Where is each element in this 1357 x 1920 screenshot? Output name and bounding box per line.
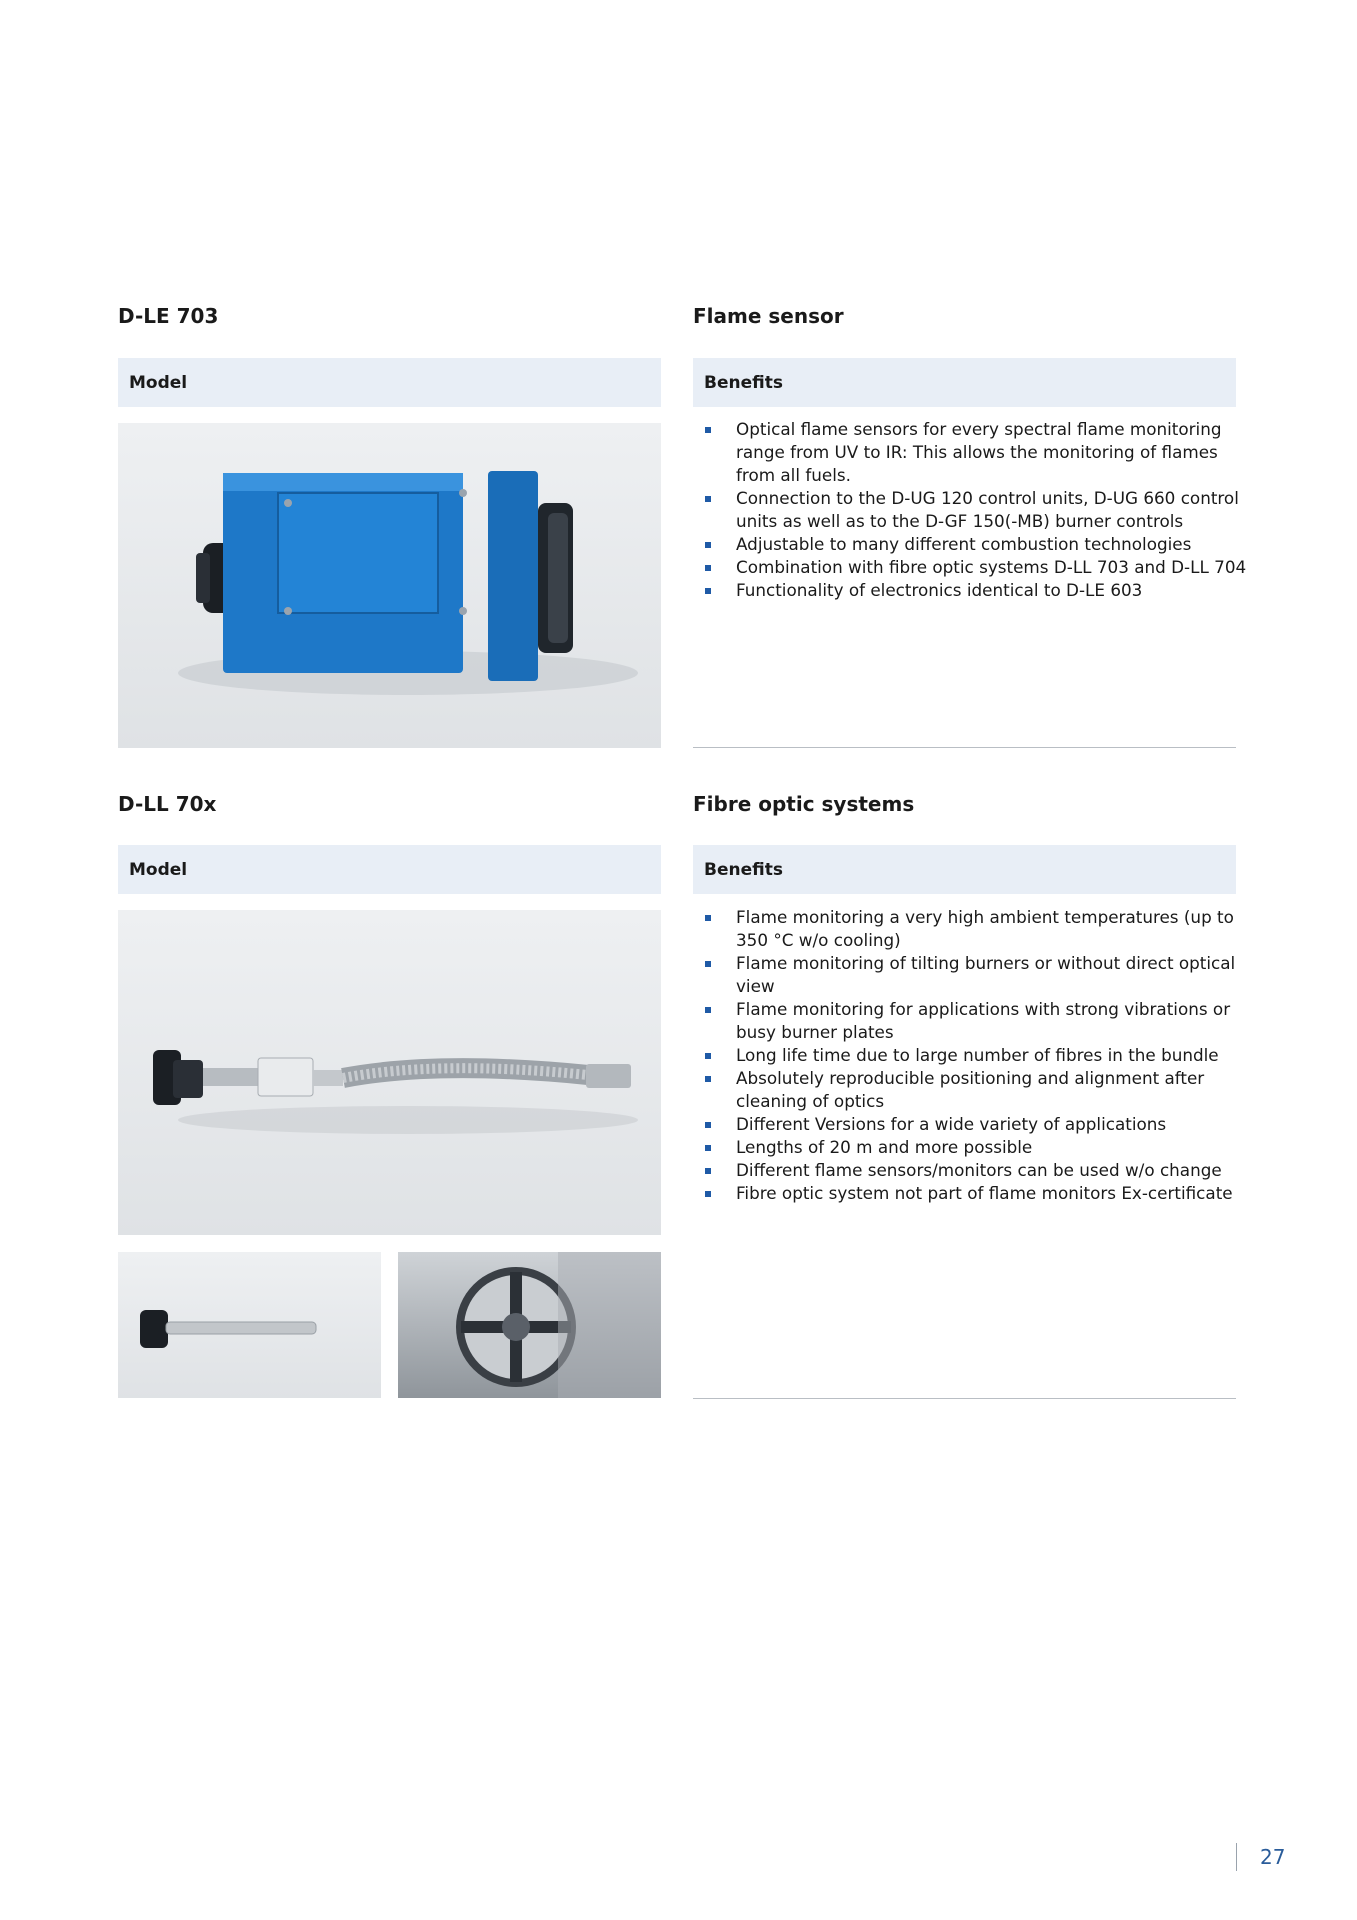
fibre-optic-rod-photo (118, 1252, 381, 1398)
model-label-bar (118, 358, 661, 407)
list-item: Different flame sensors/monitors can be used w/o change (693, 1159, 1248, 1182)
flame-sensor-photo (118, 423, 661, 748)
fibre-optic-tip-photo (398, 1252, 661, 1398)
list-item: Flame monitoring for applications with strong vibrations or busy burner plates (693, 998, 1248, 1044)
flame-sensor-illustration (118, 423, 661, 748)
model-label: Model (129, 859, 188, 880)
list-item: Fibre optic system not part of flame monitors Ex-certificate (693, 1182, 1248, 1205)
benefits-label: Benefits (704, 859, 783, 880)
model-label: Model (129, 372, 188, 393)
fibre-optic-illustration (118, 910, 661, 1235)
model-label-bar (118, 845, 661, 894)
page-number-separator (1236, 1843, 1237, 1871)
list-item: Adjustable to many different combustion technologies (693, 533, 1248, 556)
list-item: Flame monitoring a very high ambient temperatures (up to 350 °C w/o cooling) (693, 906, 1248, 952)
benefits-list (693, 418, 1248, 602)
benefits-label-bar (693, 845, 1236, 894)
fibre-optic-rod-illustration (118, 1252, 381, 1398)
model-title: D-LE 703 (118, 304, 219, 328)
list-item: Functionality of electronics identical to D-LE 603 (693, 579, 1248, 602)
section-divider (693, 747, 1236, 748)
fibre-optic-photo (118, 910, 661, 1235)
list-item: Optical flame sensors for every spectral flame monitoring range from UV to IR: This allows the monitoring of flames from all fuels. (693, 418, 1248, 487)
list-item: Different Versions for a wide variety of applications (693, 1113, 1248, 1136)
list-item: Long life time due to large number of fibres in the bundle (693, 1044, 1248, 1067)
list-item: Lengths of 20 m and more possible (693, 1136, 1248, 1159)
benefits-label: Benefits (704, 372, 783, 393)
list-item: Connection to the D-UG 120 control units, D-UG 660 control units as well as to the D-GF 150(-MB) burner controls (693, 487, 1248, 533)
benefits-label-bar (693, 358, 1236, 407)
model-title: D-LL 70x (118, 792, 217, 816)
list-item: Combination with fibre optic systems D-LL 703 and D-LL 704 (693, 556, 1248, 579)
list-item: Absolutely reproducible positioning and alignment after cleaning of optics (693, 1067, 1248, 1113)
benefits-list (693, 906, 1248, 1205)
product-type-title: Flame sensor (693, 304, 844, 328)
fibre-optic-tip-illustration (398, 1252, 661, 1398)
list-item: Flame monitoring of tilting burners or without direct optical view (693, 952, 1248, 998)
section-divider (693, 1398, 1236, 1399)
page-number: 27 (1260, 1845, 1286, 1869)
product-type-title: Fibre optic systems (693, 792, 915, 816)
